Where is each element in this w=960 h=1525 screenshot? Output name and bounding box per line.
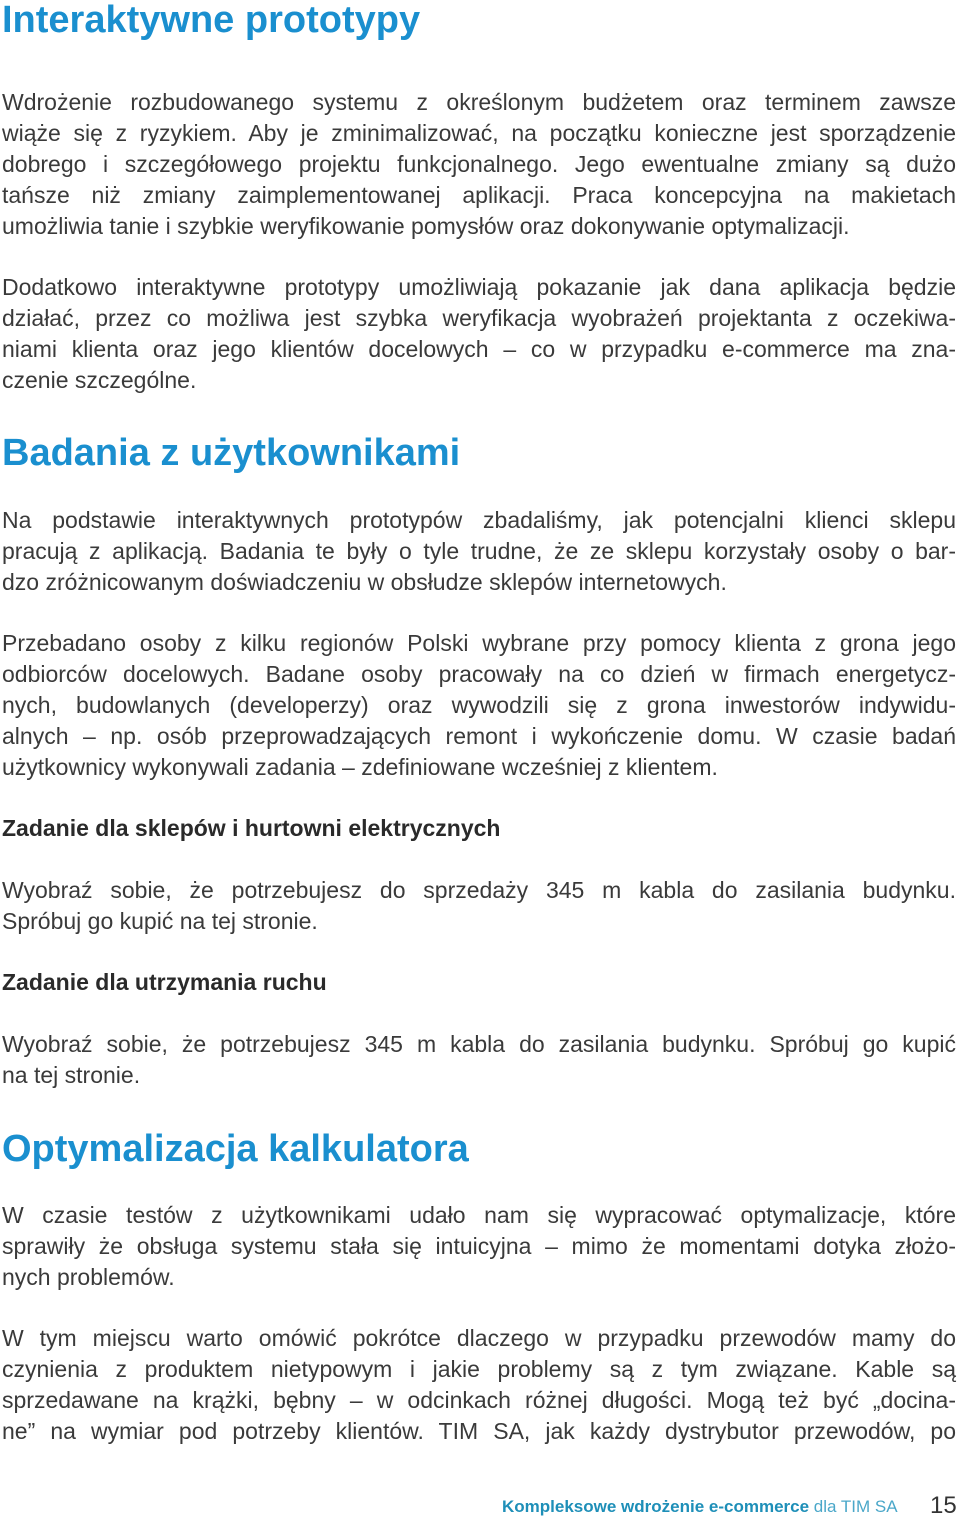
paragraph-line: niami klienta oraz jego klientów docelowych – co w przypadku e-commerce ma zna- (2, 336, 956, 362)
task-heading: Zadanie dla sklepów i hurtowni elektrycznych (2, 815, 501, 841)
paragraph-line: Wdrożenie rozbudowanego systemu z określonym budżetem oraz terminem zawsze (2, 89, 956, 115)
paragraph (2, 875, 956, 937)
paragraph (2, 628, 956, 783)
paragraph-line: W tym miejscu warto omówić pokrótce dlaczego w przypadku przewodów mamy do (2, 1325, 956, 1351)
paragraph-line: dzo zróżnicowanym doświadczeniu w obsłudze sklepów internetowych. (2, 569, 727, 595)
paragraph-line: na tej stronie. (2, 1062, 141, 1088)
footer (502, 1495, 898, 1519)
paragraph-line: użytkownicy wykonywali zadania – zdefiniowane wcześniej z klientem. (2, 754, 718, 780)
paragraph (2, 272, 956, 396)
paragraph-line: Przebadano osoby z kilku regionów Polski wybrane przy pomocy klienta z grona jego (2, 630, 956, 656)
section-heading: Optymalizacja kalkulatora (2, 1128, 469, 1170)
task-heading: Zadanie dla utrzymania ruchu (2, 969, 327, 995)
paragraph-line: czynienia z produktem nietypowym i jakie problemy są z tym związane. Kable są (2, 1356, 956, 1382)
paragraph (2, 1029, 956, 1091)
section-heading: Badania z użytkownikami (2, 432, 461, 474)
section-heading: Interaktywne prototypy (2, 0, 421, 41)
paragraph-line: alnych – np. osób przeprowadzających remont i wykończenie domu. W czasie badań (2, 723, 956, 749)
page-number: 15 (930, 1492, 957, 1519)
paragraph-line: działać, przez co możliwa jest szybka weryfikacja wyobrażeń projektanta z oczekiwa- (2, 305, 956, 331)
paragraph-line: Dodatkowo interaktywne prototypy umożliwiają pokazanie jak dana aplikacja będzie (2, 274, 956, 300)
paragraph-line: pracują z aplikacją. Badania te były o tyle trudne, że ze sklepu korzystały osoby o bar- (2, 538, 956, 564)
paragraph-line: ne” na wymiar pod potrzeby klientów. TIM SA, jak każdy dystrybutor przewodów, po (2, 1418, 956, 1444)
paragraph-line: W czasie testów z użytkownikami udało nam się wypracować optymalizacje, które (2, 1202, 956, 1228)
paragraph-line: umożliwia tanie i szybkie weryfikowanie pomysłów oraz dokonywanie optymalizacji. (2, 213, 850, 239)
paragraph (2, 1323, 956, 1447)
paragraph-line: Wyobraź sobie, że potrzebujesz do sprzedaży 345 m kabla do zasilania budynku. (2, 877, 956, 903)
paragraph-line: dobrego i szczegółowego projektu funkcjonalnego. Jego ewentualne zmiany są dużo (2, 151, 956, 177)
paragraph-line: odbiorców docelowych. Badane osoby pracowały na co dzień w firmach energetycz- (2, 661, 956, 687)
paragraph (2, 1200, 956, 1293)
paragraph-line: sprzedawane na krążki, bębny – w odcinkach różnej długości. Mogą też być „docina- (2, 1387, 956, 1413)
footer-title: Kompleksowe wdrożenie e-commerce (502, 1497, 810, 1516)
paragraph-line: nych problemów. (2, 1264, 175, 1290)
paragraph-line: Na podstawie interaktywnych prototypów zbadaliśmy, jak potencjalni klienci sklepu (2, 507, 956, 533)
paragraph-line: nych, budowlanych (developerzy) oraz wywodzili się z grona inwestorów indywidu- (2, 692, 956, 718)
paragraph (2, 505, 956, 598)
paragraph (2, 87, 956, 242)
paragraph-line: Wyobraź sobie, że potrzebujesz 345 m kabla do zasilania budynku. Spróbuj go kupić (2, 1031, 956, 1057)
paragraph-line: tańsze niż zmiany zaimplementowanej aplikacji. Praca koncepcyjna na makietach (2, 182, 956, 208)
paragraph-line: sprawiły że obsługa systemu stała się intuicyjna – mimo że momentami dotyka złożo- (2, 1233, 956, 1259)
footer-client: dla TIM SA (809, 1497, 898, 1516)
paragraph-line: czenie szczególne. (2, 367, 197, 393)
paragraph-line: Spróbuj go kupić na tej stronie. (2, 908, 318, 934)
paragraph-line: wiąże się z ryzykiem. Aby je zminimalizować, na początku konieczne jest sporządzenie (2, 120, 956, 146)
